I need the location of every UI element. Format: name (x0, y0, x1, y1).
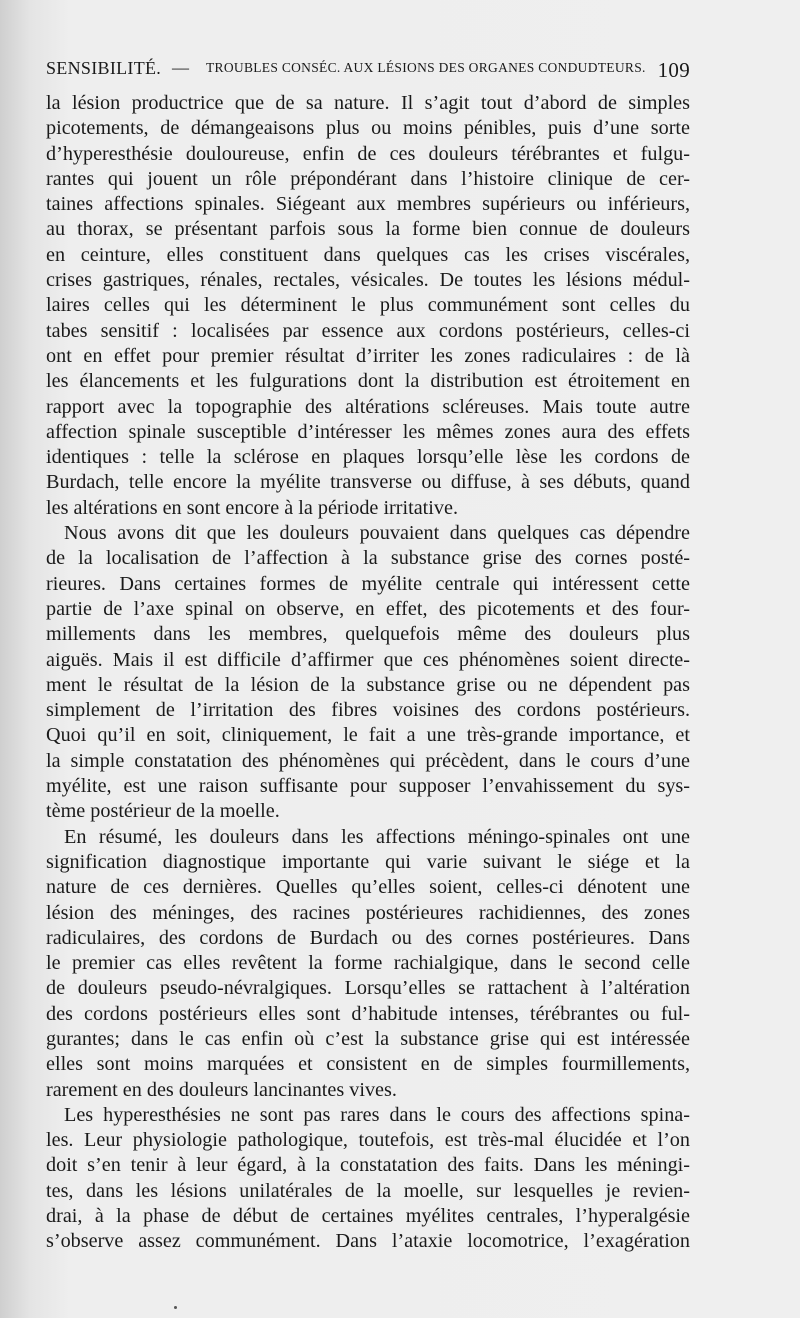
text-line: partie de l’axe spinal on observe, en effet, des picotements et des four- (46, 597, 690, 620)
running-header (46, 58, 690, 84)
header-subtitle: TROUBLES CONSÉC. AUX LÉSIONS DES ORGANES CONDUDTEURS. (206, 60, 646, 75)
text-line: elles sont moins marquées et consistent en de simples fourmillements, (46, 1053, 690, 1076)
text-line: tème postérieur de la moelle. (46, 800, 280, 823)
text-line: doit s’en tenir à leur égard, à la constatation des faits. Dans les méningi- (46, 1154, 690, 1177)
text-line: ment le résultat de la lésion de la substance grise ou ne dépendent pas (46, 673, 690, 696)
text-line: simplement de l’irritation des fibres voisines des cordons postérieurs. (46, 699, 690, 722)
text-line: tes, dans les lésions unilatérales de la moelle, sur lesquelles je revien- (46, 1179, 690, 1202)
text-line: le premier cas elles revêtent la forme rachialgique, dans le second celle (46, 952, 690, 975)
text-line: affection spinale susceptible d’intéresser les mêmes zones aura des effets (46, 420, 690, 443)
ink-speck (174, 1306, 177, 1309)
text-line: radiculaires, des cordons de Burdach ou des cornes postérieures. Dans (46, 926, 690, 949)
text-line: Quoi qu’il en soit, cliniquement, le fait a une très-grande importance, et (46, 724, 690, 747)
text-line: de la localisation de l’affection à la substance grise des cornes posté- (46, 547, 690, 570)
text-line: les élancements et les fulgurations dont la distribution est étroitement en (46, 370, 690, 393)
text-line: rantes qui jouent un rôle prépondérant dans l’histoire clinique de cer- (46, 167, 690, 190)
text-line: Burdach, telle encore la myélite transverse ou diffuse, à ses débuts, quand (46, 471, 690, 494)
paragraph (46, 91, 690, 521)
text-line: des cordons postérieurs elles sont d’habitude intenses, térébrantes ou ful- (46, 1002, 690, 1025)
text-line: tabes sensitif : localisées par essence aux cordons postérieurs, celles-ci (46, 319, 690, 342)
text-line: les altérations en sont encore à la période irritative. (46, 496, 458, 519)
text-line: signification diagnostique importante qui varie suivant le siége et la (46, 850, 690, 873)
text-line: en ceinture, elles constituent dans quelques cas les crises viscérales, (46, 243, 690, 266)
text-line: gurantes; dans le cas enfin où c’est la substance grise qui est intéressée (46, 1027, 690, 1050)
header-title: SENSIBILITÉ. (46, 58, 162, 78)
page-number: 109 (657, 58, 690, 82)
text-line: au thorax, se présentant parfois sous la forme bien connue de douleurs (46, 218, 690, 241)
text-line: d’hyperesthésie douloureuse, enfin de ces douleurs térébrantes et fulgu- (46, 142, 690, 165)
paragraph (46, 521, 690, 825)
text-line: rieures. Dans certaines formes de myélite centrale qui intéressent cette (46, 572, 690, 595)
text-line: nature de ces dernières. Quelles qu’elles soient, celles-ci dénotent une (46, 876, 690, 899)
text-line: Nous avons dit que les douleurs pouvaient dans quelques cas dépendre (64, 522, 690, 545)
text-line: rarement en des douleurs lancinantes vives. (46, 1078, 397, 1101)
text-line: millements dans les membres, quelquefois même des douleurs plus (46, 623, 690, 646)
text-line: En résumé, les douleurs dans les affections méningo-spinales ont une (64, 825, 690, 848)
text-line: ont en effet pour premier résultat d’irriter les zones radiculaires : de là (46, 344, 690, 367)
text-line: picotements, de démangeaisons plus ou moins pénibles, puis d’une sorte (46, 117, 690, 140)
text-line: rapport avec la topographie des altérations scléreuses. Mais toute autre (46, 395, 690, 418)
text-line: aiguës. Mais il est difficile d’affirmer que ces phénomènes soient directe- (46, 648, 690, 671)
text-line: taines affections spinales. Siégeant aux membres supérieurs ou inférieurs, (46, 193, 690, 216)
text-line: lésion des méninges, des racines postérieures rachidiennes, des zones (46, 901, 690, 924)
text-line: identiques : telle la sclérose en plaques lorsqu’elle lèse les cordons de (46, 446, 690, 469)
text-line: de douleurs pseudo-névralgiques. Lorsqu’elles se rattachent à l’altération (46, 977, 690, 1000)
text-line: les. Leur physiologie pathologique, toutefois, est très-mal élucidée et l’on (46, 1129, 690, 1152)
paragraph (46, 825, 690, 1103)
text-line: la lésion productrice que de sa nature. Il s’agit tout d’abord de simples (46, 92, 690, 114)
paragraph (46, 1103, 690, 1255)
text-line: s’observe assez communément. Dans l’ataxie locomotrice, l’exagération (46, 1230, 690, 1253)
text-line: drai, à la phase de début de certaines myélites centrales, l’hyperalgésie (46, 1205, 690, 1228)
body-text (46, 91, 690, 1255)
text-line: laires celles qui les déterminent le plus communément sont celles du (46, 294, 690, 317)
text-line: crises gastriques, rénales, rectales, vésicales. De toutes les lésions médul- (46, 269, 690, 292)
header-separator: — (172, 58, 190, 77)
text-line: Les hyperesthésies ne sont pas rares dans le cours des affections spina- (64, 1103, 690, 1126)
text-line: myélite, est une raison suffisante pour supposer l’envahissement du sys- (46, 775, 690, 798)
text-line: la simple constatation des phénomènes qui précèdent, dans le cours d’une (46, 749, 690, 772)
